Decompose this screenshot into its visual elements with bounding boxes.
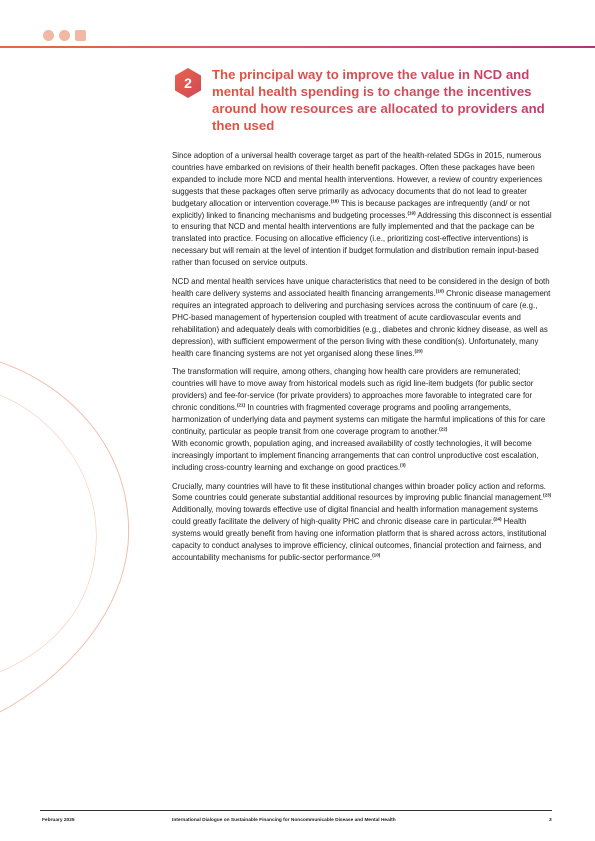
page-number: 3: [549, 818, 552, 823]
paragraph-text: This is because packages are infrequently (and/ or not explicitly) linked to financing mechanisms and budgeting processes.: [172, 198, 530, 220]
paragraph-text: Since adoption of a universal health coverage target as part of the health-related SDGs in 2015, numerous countries have embarked on revisions of their health benefit packages. Often these packages have been expanded to include more NCD and mental health interventions. However, a review of country experiences suggests that these packages often serve primarily as advocacy documents that do not lead to greater budgetary allocation or intervention coverage.: [172, 151, 543, 208]
paragraph-text: Crucially, many countries will have to fit these institutional changes within broader policy action and reforms. Some countries could generate substantial additional resources by improving public financial management.: [172, 481, 546, 503]
section-number: 2: [184, 75, 192, 91]
reference-marker: (23): [543, 492, 552, 498]
reference-marker: (3): [400, 462, 406, 468]
paragraph-text: Health systems would greatly benefit from having one information platform that is shared across actors, institutional capacity to conduct analyses to improve efficiency, clinical outcomes, financial protection and fairness, and accountability mechanisms for public-sector performance.: [172, 517, 547, 562]
body-paragraph: [172, 481, 552, 564]
body-paragraph: [172, 150, 552, 269]
footer-date: February 2025: [42, 818, 75, 823]
footer-rule: [40, 810, 552, 811]
reference-marker: (10): [372, 552, 381, 558]
paragraph-text: Addressing this disconnect is essential to ensuring that NCD and mental health interventions are fully implemented and that the package can be translated into practice. Focusing on allocative efficiency (i.e., prioritizing cost-effective interventions) is necessary but will remain at the level of intention if budget formulation and distribution remain input-based rather than focused on service outputs.: [172, 210, 552, 268]
decorative-curves: [0, 0, 160, 841]
body-text: [172, 150, 552, 571]
paragraph-text: NCD and mental health services have unique characteristics that need to be considered in the design of both health care delivery systems and associated health financing arrangements.: [172, 277, 550, 298]
reference-marker: (10): [435, 288, 444, 294]
paragraph-text: With economic growth, population aging, and increased availability of costly technologies, it will become increasingly important to implement financing arrangements that can control unproductive cost escalation, including cross-country learning and exchange on good practices.: [172, 438, 539, 472]
reference-marker: (18): [330, 198, 339, 204]
paragraph-text: The transformation will require, among others, changing how health care providers are remunerated; countries will have to move away from historical models such as rigid line-item budgets (for public sector providers) and fee-for-service (for private providers) to approaches more favorable to integrated care for chronic conditions.: [172, 367, 534, 413]
body-paragraph: [172, 366, 552, 473]
reference-marker: (20): [414, 347, 423, 353]
section-heading: The principal way to improve the value in NCD and mental health spending is to change the incentives around how resources are allocated to providers and then used: [212, 66, 557, 134]
footer-title: International Dialogue on Sustainable Financing for Noncommunicable Disease and Mental Health: [172, 818, 396, 823]
paragraph-text: Chronic disease management requires an integrated approach to delivering and purchasing services across the continuum of care (e.g., PHC-based management of hypertension coupled with treatment of acute cardiovascular events and rehabilitation) and adequately deals with comorbidities (e.g., diabetes and chronic kidney disease, as well as depression), with sufficient empowerment of the person living with these condition(s). Unfortunately, many health care financing systems are not yet organised along these lines.: [172, 288, 551, 358]
paragraph-text: Additionally, moving towards effective use of digital financial and health information management systems could greatly facilitate the delivery of high-quality PHC and chronic disease care in particular.: [172, 505, 538, 527]
reference-marker: (22): [439, 426, 448, 432]
body-paragraph: [172, 276, 552, 359]
paragraph-text: In countries with fragmented coverage programs and pooling arrangements, harmonization of underlying data and payment systems can mitigate the harmful implications of this for care continuity, particular as people transit from one coverage program to another.: [172, 403, 546, 436]
reference-marker: (21): [236, 402, 246, 408]
reference-marker: (24): [493, 516, 502, 522]
reference-marker: (19): [407, 209, 416, 215]
